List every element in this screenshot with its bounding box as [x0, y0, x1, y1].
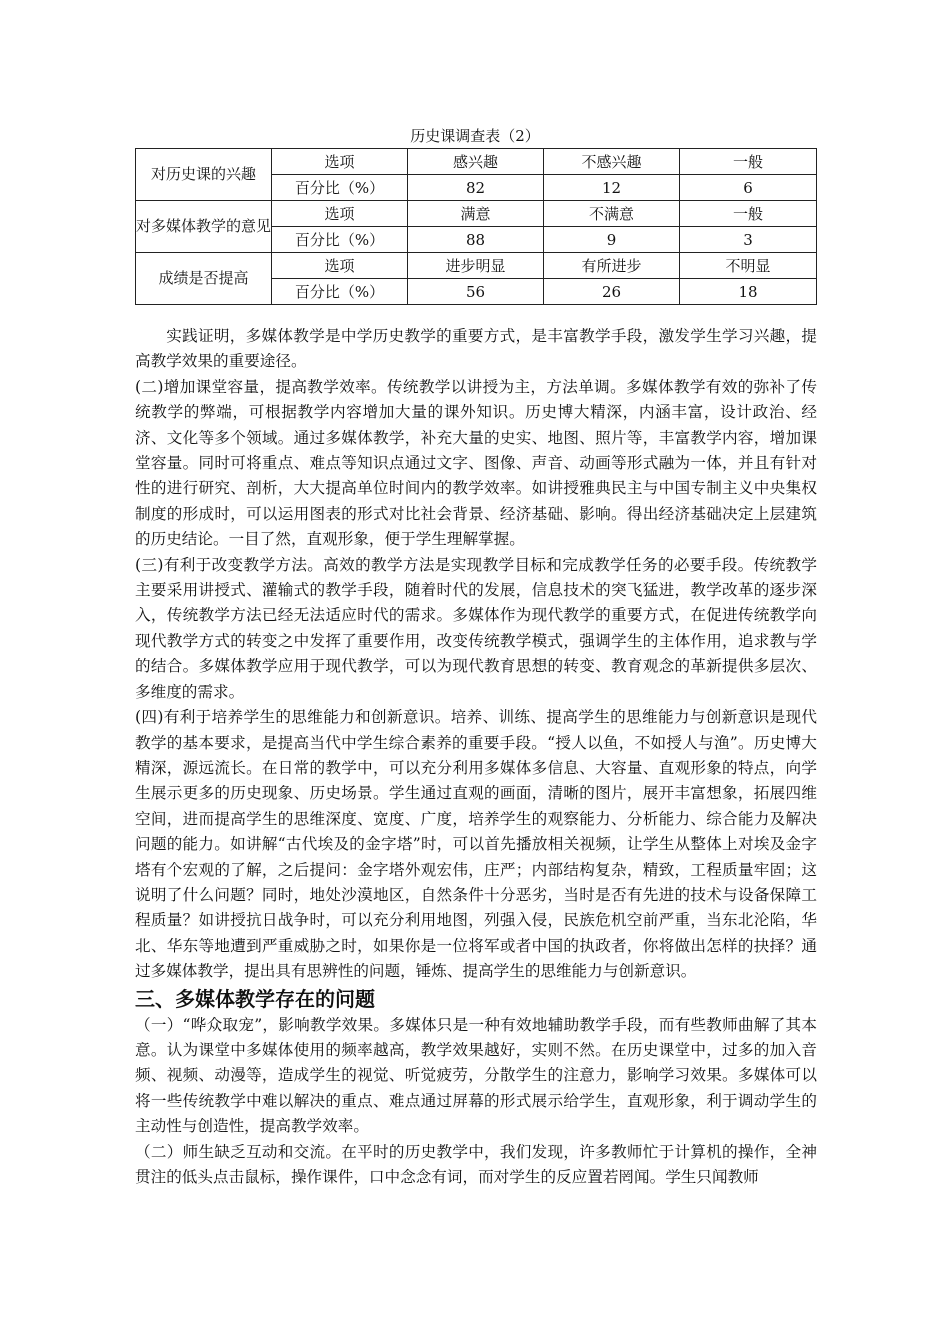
group-label: 对多媒体教学的意见	[136, 201, 272, 253]
option-cell: 有所进步	[544, 253, 680, 279]
paragraph: (三)有利于改变教学方法。高效的教学方法是实现教学目标和完成教学任务的必要手段。传统教学主要采用讲授式、灌输式的教学手段，随着时代的发展，信息技术的突飞猛进，教学改革的逐步深入，传统教学方法已经无法适应时代的需求。多媒体作为现代教学的重要方式，在促进传统教学向现代教学方式的转变之中发挥了重要作用，改变传统教学模式，强调学生的主体作用，追求教与学的结合。多媒体教学应用于现代教学，可以为现代教育思想的转变、教育观念的革新提供多层次、多维度的需求。	[135, 555, 817, 701]
table-caption: 历史课调查表（2）	[410, 127, 540, 145]
option-label: 选项	[272, 253, 408, 279]
option-label: 选项	[272, 201, 408, 227]
table-row	[136, 253, 817, 279]
paragraph: 实践证明，多媒体教学是中学历史教学的重要方式，是丰富教学手段，激发学生学习兴趣，提高教学效果的重要途径。	[135, 327, 817, 371]
percent-cell: 3	[680, 227, 817, 253]
option-label: 选项	[272, 149, 408, 175]
option-cell: 不明显	[680, 253, 817, 279]
percent-cell: 88	[408, 227, 544, 253]
percent-label: 百分比（%）	[272, 175, 408, 201]
option-cell: 一般	[680, 149, 817, 175]
percent-label: 百分比（%）	[272, 227, 408, 253]
percent-cell: 12	[544, 175, 680, 201]
table-row	[136, 201, 817, 227]
percent-label: 百分比（%）	[272, 279, 408, 305]
option-cell: 感兴趣	[408, 149, 544, 175]
percent-cell: 56	[408, 279, 544, 305]
survey-table	[135, 148, 817, 305]
option-cell: 进步明显	[408, 253, 544, 279]
paragraph: （二）师生缺乏互动和交流。在平时的历史教学中，我们发现，许多教师忙于计算机的操作，全神贯注的低头点击鼠标，操作课件，口中念念有词，而对学生的反应置若罔闻。学生只闻教师	[135, 1142, 817, 1186]
percent-cell: 18	[680, 279, 817, 305]
table-row	[136, 149, 817, 175]
body-text	[135, 324, 817, 1190]
paragraph: （一）“哗众取宠”，影响教学效果。多媒体只是一种有效地辅助教学手段，而有些教师曲解了其本意。认为课堂中多媒体使用的频率越高，教学效果越好，实则不然。在历史课堂中，过多的加入音频、视频、动漫等，造成学生的视觉、听觉疲劳，分散学生的注意力，影响学习效果。多媒体可以将一些传统教学中难以解决的重点、难点通过屏幕的形式展示给学生，直观形象，利于调动学生的主动性与创造性，提高教学效率。	[135, 1015, 817, 1136]
option-cell: 一般	[680, 201, 817, 227]
paragraph: (四)有利于培养学生的思维能力和创新意识。培养、训练、提高学生的思维能力与创新意识是现代教学的基本要求，是提高当代中学生综合素养的重要手段。“授人以鱼，不如授人与渔”。历史博大精深，源远流长。在日常的教学中，可以充分利用多媒体多信息、大容量、直观形象的特点，向学生展示更多的历史现象、历史场景。学生通过直观的画面，清晰的图片，展开丰富想象，拓展四维空间，进而提高学生的思维深度、宽度、广度，培养学生的观察能力、分析能力、综合能力及解决问题的能力。如讲解“古代埃及的金字塔”时，可以首先播放相关视频，让学生从整体上对埃及金字塔有个宏观的了解，之后提问：金字塔外观宏伟，庄严；内部结构复杂，精致，工程质量牢固；这说明了什么问题？同时，地处沙漠地区，自然条件十分恶劣，当时是否有先进的技术与设备保障工程质量？如讲授抗日战争时，可以充分利用地图，列强入侵，民族危机空前严重，当东北沦陷，华北、华东等地遭到严重威胁之时，如果你是一位将军或者中国的执政者，你将做出怎样的抉择？通过多媒体教学，提出具有思辨性的问题，锤炼、提高学生的思维能力与创新意识。	[135, 708, 817, 981]
percent-cell: 26	[544, 279, 680, 305]
percent-cell: 9	[544, 227, 680, 253]
option-cell: 不感兴趣	[544, 149, 680, 175]
group-label: 对历史课的兴趣	[136, 149, 272, 201]
percent-cell: 6	[680, 175, 817, 201]
section-heading: 三、多媒体教学存在的问题	[135, 986, 375, 1011]
paragraph: (二)增加课堂容量，提高教学效率。传统教学以讲授为主，方法单调。多媒体教学有效的弥补了传统教学的弊端，可根据教学内容增加大量的课外知识。历史博大精深，内涵丰富，设计政治、经济、文化等多个领域。通过多媒体教学，补充大量的史实、地图、照片等，丰富教学内容，增加课堂容量。同时可将重点、难点等知识点通过文字、图像、声音、动画等形式融为一体，并且有针对性的进行研究、剖析，大大提高单位时间内的教学效率。如讲授雅典民主与中国专制主义中央集权制度的形成时，可以运用图表的形式对比社会背景、经济基础、影响。得出经济基础决定上层建筑的历史结论。一目了然，直观形象，便于学生理解掌握。	[135, 377, 817, 549]
percent-cell: 82	[408, 175, 544, 201]
group-label: 成绩是否提高	[136, 253, 272, 305]
option-cell: 不满意	[544, 201, 680, 227]
option-cell: 满意	[408, 201, 544, 227]
